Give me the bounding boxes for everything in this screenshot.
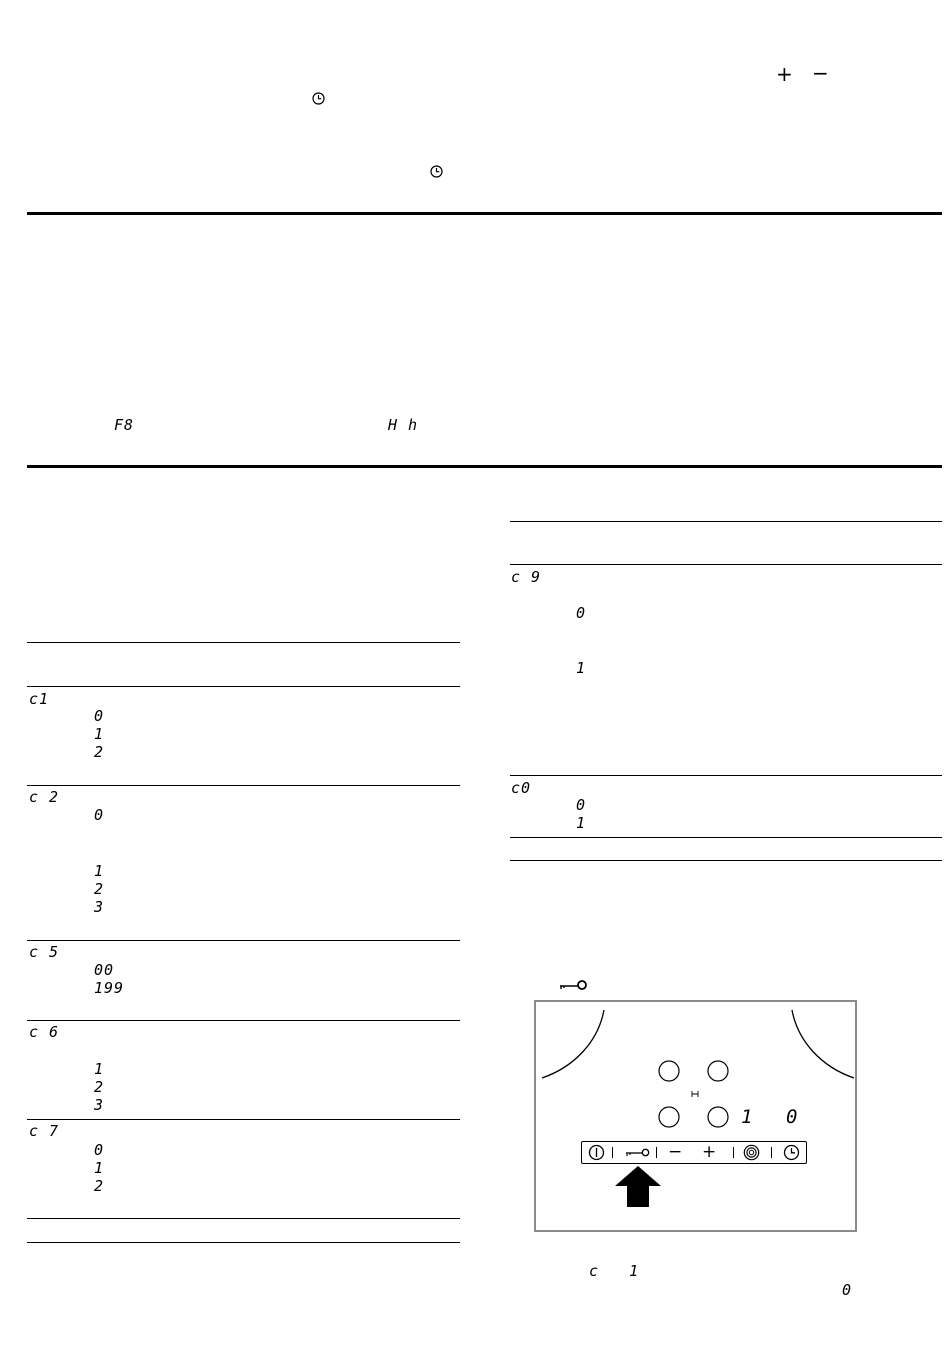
setting-option: 1 bbox=[576, 814, 587, 832]
plus-symbol: + bbox=[776, 62, 793, 86]
power-icon[interactable] bbox=[588, 1144, 605, 1161]
clock-icon bbox=[312, 92, 325, 105]
setting-option: 0 bbox=[576, 796, 587, 814]
setting-option: 199 bbox=[94, 979, 125, 997]
setting-option: 1 bbox=[94, 1159, 105, 1177]
separator bbox=[733, 1147, 734, 1158]
table-rule bbox=[510, 837, 942, 838]
cooktop-figure bbox=[534, 1000, 857, 1232]
setting-option: 3 bbox=[94, 898, 105, 916]
plus-icon[interactable]: + bbox=[702, 1142, 717, 1162]
section-divider bbox=[27, 465, 942, 468]
setting-option: 0 bbox=[94, 707, 105, 725]
setting-option: 00 bbox=[94, 961, 115, 979]
setting-option: 1 bbox=[94, 1060, 105, 1078]
clock-icon bbox=[430, 165, 443, 178]
setting-option: 2 bbox=[94, 1078, 105, 1096]
setting-code: c0 bbox=[511, 779, 532, 797]
table-rule bbox=[27, 1119, 460, 1120]
setting-option: 1 bbox=[94, 725, 105, 743]
table-rule bbox=[27, 1218, 460, 1219]
setting-option: 2 bbox=[94, 743, 105, 761]
table-rule bbox=[510, 521, 942, 522]
setting-option: 0 bbox=[94, 806, 105, 824]
minus-icon[interactable]: − bbox=[668, 1142, 683, 1162]
table-rule bbox=[27, 785, 460, 786]
setting-code-c1: c 1 bbox=[589, 1262, 640, 1280]
timer-icon[interactable] bbox=[783, 1144, 800, 1161]
key-lock-icon[interactable] bbox=[625, 1146, 651, 1159]
setting-option: 0 bbox=[576, 604, 587, 622]
setting-code: c 6 bbox=[29, 1023, 60, 1041]
power-level-display: 1 bbox=[741, 1106, 754, 1128]
table-rule bbox=[27, 686, 460, 687]
timer-display: 0 bbox=[786, 1106, 799, 1128]
table-rule bbox=[510, 564, 942, 565]
separator bbox=[656, 1147, 657, 1158]
setting-option: 3 bbox=[94, 1096, 105, 1114]
residual-heat-code: H h bbox=[388, 416, 419, 434]
setting-option: 2 bbox=[94, 1177, 105, 1195]
separator bbox=[612, 1147, 613, 1158]
key-lock-icon bbox=[558, 978, 588, 992]
table-rule bbox=[510, 775, 942, 776]
table-rule bbox=[27, 1242, 460, 1243]
table-rule bbox=[27, 642, 460, 643]
zone-indicator-icon bbox=[657, 1060, 733, 1130]
setting-code: c 9 bbox=[511, 568, 542, 586]
pointer-arrow bbox=[614, 1166, 662, 1208]
minus-symbol: − bbox=[812, 61, 829, 85]
setting-option: 1 bbox=[576, 659, 587, 677]
control-bar bbox=[581, 1141, 807, 1164]
section-divider bbox=[27, 212, 942, 215]
table-rule bbox=[27, 1020, 460, 1021]
table-rule bbox=[27, 940, 460, 941]
setting-option: 1 bbox=[94, 862, 105, 880]
zone-select-icon[interactable] bbox=[743, 1144, 760, 1161]
setting-code: c 2 bbox=[29, 788, 60, 806]
setting-value-zero: 0 bbox=[842, 1281, 853, 1299]
setting-code: c 5 bbox=[29, 943, 60, 961]
error-code-f8: F8 bbox=[114, 416, 135, 434]
setting-code: c1 bbox=[29, 690, 50, 708]
separator bbox=[771, 1147, 772, 1158]
table-rule bbox=[510, 860, 942, 861]
setting-code: c 7 bbox=[29, 1122, 60, 1140]
setting-option: 2 bbox=[94, 880, 105, 898]
setting-option: 0 bbox=[94, 1141, 105, 1159]
